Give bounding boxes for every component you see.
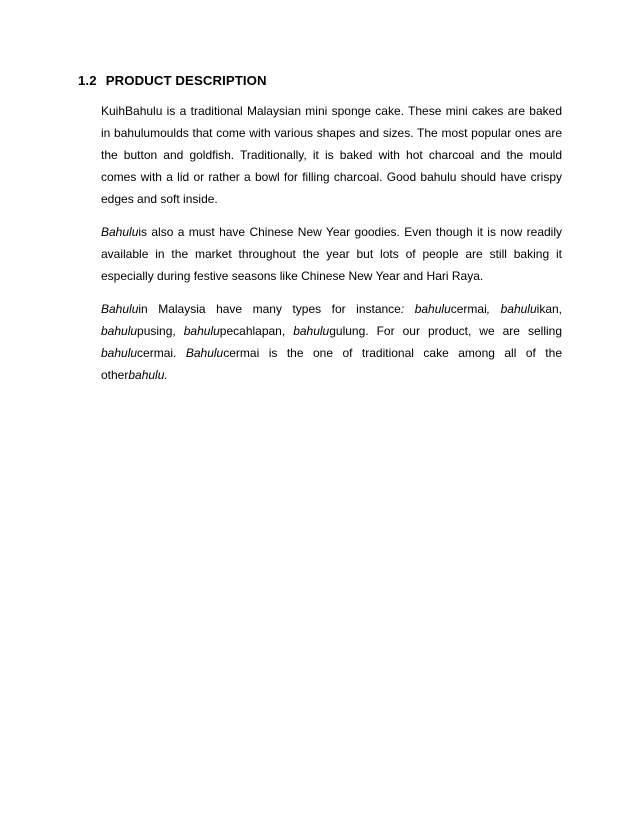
text-segment-3: ikan, xyxy=(536,302,563,316)
italic-bahulu-2: : bahulu xyxy=(400,302,451,316)
italic-bahulu-6: bahulu xyxy=(293,324,330,338)
section-heading xyxy=(78,73,267,88)
text-segment-6: gulung. For our product, we are selling xyxy=(329,324,562,338)
italic-bahulu-7: bahulu xyxy=(101,346,138,360)
text-segment-7: cermai. xyxy=(137,346,186,360)
paragraph-2-text xyxy=(101,221,562,287)
paragraph-bahulu-types xyxy=(101,298,562,386)
italic-bahulu-8: Bahulu xyxy=(185,346,224,360)
paragraph-kuih-bahulu xyxy=(101,100,562,210)
paragraph-1-text: KuihBahulu is a traditional Malaysian mini sponge cake. These mini cakes are baked in bahulumoulds that come with various shapes and sizes. The most popular ones are the button and goldfish. Traditionally, it is baked with hot charcoal and the mould comes with a lid or rather a bowl for filling charcoal. Good bahulu should have crispy edges and soft inside. xyxy=(101,104,562,206)
section-number: 1.2 xyxy=(78,73,97,88)
paragraph-2-body: is also a must have Chinese New Year goodies. Even though it is now readily available in the market throughout the year but lots of people are still baking it especially during festive seasons like Chinese New Year and Hari Raya. xyxy=(101,225,562,283)
italic-bahulu-3: , bahulu xyxy=(486,302,537,316)
italic-bahulu: Bahulu xyxy=(101,225,139,239)
italic-bahulu-1: Bahulu xyxy=(101,302,139,316)
paragraph-chinese-new-year xyxy=(101,221,562,287)
italic-bahulu-5: bahulu xyxy=(183,324,220,338)
text-segment-4: pusing, xyxy=(137,324,184,338)
italic-bahulu-9: bahulu. xyxy=(128,368,168,382)
section-title: PRODUCT DESCRIPTION xyxy=(105,73,267,88)
text-segment-5: pecahlapan, xyxy=(219,324,294,338)
italic-bahulu-4: bahulu xyxy=(101,324,138,338)
text-segment-1: in Malaysia have many types for instance xyxy=(138,302,401,316)
text-segment-2: cermai xyxy=(450,302,487,316)
paragraph-3-text xyxy=(101,298,562,386)
text-segment-8: cermai is the one of traditional cake among all of the other xyxy=(101,346,562,382)
